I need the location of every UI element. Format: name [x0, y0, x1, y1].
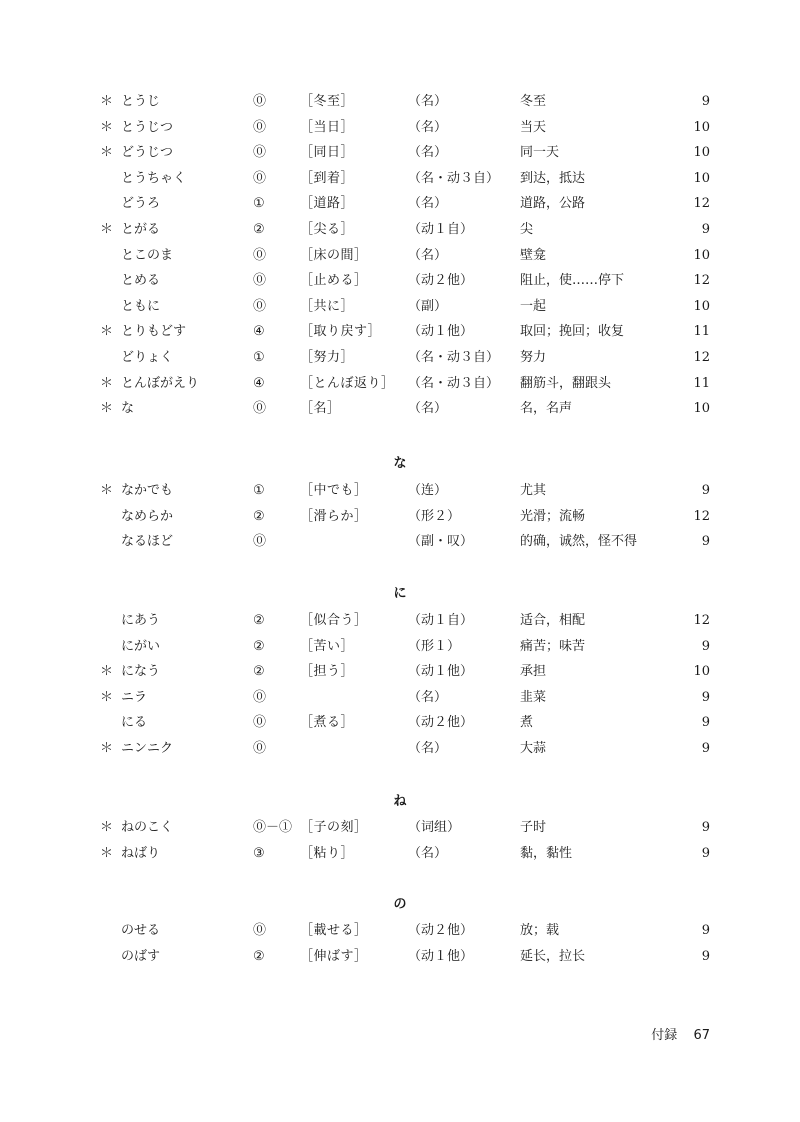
vocab-entry: [0, 166, 800, 192]
section-heading-ne: ね: [393, 794, 407, 809]
part-of-speech: （副）: [408, 298, 448, 314]
vocab-entry: [0, 140, 800, 166]
lesson-number: 11: [693, 375, 710, 391]
kanji-form: ［名］: [300, 401, 341, 417]
lesson-number: 9: [701, 820, 710, 835]
review-marker: ＊: [100, 119, 114, 135]
part-of-speech: （动２他）: [408, 923, 474, 938]
section-heading-no: の: [393, 897, 407, 912]
part-of-speech: （词组）: [408, 820, 461, 835]
kanji-form: ［粘り］: [300, 845, 355, 861]
part-of-speech: （名）: [408, 401, 448, 417]
pitch-accent: ④: [253, 375, 265, 391]
vocab-entry: [0, 217, 800, 243]
chinese-meaning: 同一天: [520, 145, 560, 161]
part-of-speech: （动２他）: [408, 715, 474, 731]
reading-kana: のばす: [121, 948, 161, 964]
vocab-entry: [0, 918, 800, 944]
chinese-meaning: 煮: [520, 715, 534, 731]
chinese-meaning: 一起: [520, 298, 547, 314]
lesson-number: 10: [693, 664, 710, 680]
chinese-meaning: 名，名声: [520, 401, 573, 417]
vocab-entry: [0, 815, 800, 841]
vocab-entry: [0, 634, 800, 660]
chinese-meaning: 壁龛: [520, 247, 547, 263]
lesson-number: 10: [693, 119, 710, 135]
reading-kana: なるほど: [121, 534, 174, 550]
reading-kana: とこのま: [121, 247, 174, 263]
kanji-form: ［担う］: [300, 664, 355, 680]
reading-kana: なめらか: [121, 508, 174, 524]
lesson-number: 9: [701, 689, 710, 705]
lesson-number: 10: [693, 170, 710, 186]
vocab-entry: [0, 710, 800, 736]
vocab-section-ni: [0, 608, 800, 762]
chinese-meaning: 韭菜: [520, 689, 547, 705]
kanji-form: ［努力］: [300, 349, 355, 365]
kanji-form: ［道路］: [300, 196, 355, 212]
reading-kana: とうちゃく: [121, 170, 187, 186]
lesson-number: 12: [693, 196, 710, 212]
pitch-accent: ①: [253, 349, 265, 365]
pitch-accent: ⓪: [253, 401, 267, 417]
review-marker: ＊: [100, 664, 114, 680]
pitch-accent: ②: [253, 664, 265, 680]
vocab-entry: [0, 268, 800, 294]
vocab-entry: [0, 371, 800, 397]
part-of-speech: （形１）: [408, 638, 461, 654]
part-of-speech: （名）: [408, 845, 448, 861]
chinese-meaning: 痛苦；味苦: [520, 638, 586, 654]
reading-kana: ねばり: [121, 845, 161, 861]
pitch-accent: ⓪－①: [253, 820, 293, 835]
chinese-meaning: 子时: [520, 820, 547, 835]
lesson-number: 10: [693, 247, 710, 263]
pitch-accent: ⓪: [253, 715, 267, 731]
pitch-accent: ⓪: [253, 298, 267, 314]
review-marker: ＊: [100, 145, 114, 161]
vocab-entry: [0, 478, 800, 504]
lesson-number: 12: [693, 349, 710, 365]
page-footer: [651, 1024, 710, 1048]
lesson-number: 9: [701, 740, 710, 756]
chinese-meaning: 到达，抵达: [520, 170, 586, 186]
pitch-accent: ⓪: [253, 247, 267, 263]
vocab-entry: [0, 736, 800, 762]
lesson-number: 12: [693, 273, 710, 289]
reading-kana: とがる: [121, 221, 161, 237]
pitch-accent: ④: [253, 324, 265, 340]
pitch-accent: ③: [253, 845, 265, 861]
chinese-meaning: 承担: [520, 664, 547, 680]
pitch-accent: ②: [253, 638, 265, 654]
kanji-form: ［中でも］: [300, 483, 368, 498]
part-of-speech: （名・动３自）: [408, 375, 500, 391]
lesson-number: 9: [701, 845, 710, 861]
pitch-accent: ⓪: [253, 534, 267, 550]
section-heading-ni: に: [393, 586, 407, 601]
kanji-form: ［苦い］: [300, 638, 355, 654]
vocab-entry: [0, 608, 800, 634]
reading-kana: な: [121, 401, 135, 417]
lesson-number: 11: [693, 324, 710, 340]
part-of-speech: （名）: [408, 247, 448, 263]
pitch-accent: ⓪: [253, 273, 267, 289]
vocab-entry: [0, 319, 800, 345]
review-marker: ＊: [100, 689, 114, 705]
vocab-section-no: [0, 918, 800, 969]
reading-kana: どうじつ: [121, 145, 174, 161]
chinese-meaning: 光滑；流畅: [520, 508, 586, 524]
pitch-accent: ①: [253, 483, 265, 498]
reading-kana: とうじつ: [121, 119, 174, 135]
part-of-speech: （副・叹）: [408, 534, 474, 550]
lesson-number: 9: [701, 94, 710, 109]
chinese-meaning: 的确，诚然，怪不得: [520, 534, 638, 550]
section-heading-na: な: [393, 456, 407, 471]
vocab-entry: [0, 504, 800, 530]
reading-kana: どりょく: [121, 349, 174, 365]
chinese-meaning: 延长，拉长: [520, 948, 586, 964]
reading-kana: とりもどす: [121, 324, 187, 340]
reading-kana: なかでも: [121, 483, 174, 498]
chinese-meaning: 大蒜: [520, 740, 547, 756]
vocab-entry: [0, 685, 800, 711]
vocab-entry: [0, 191, 800, 217]
pitch-accent: ①: [253, 196, 265, 212]
pitch-accent: ②: [253, 613, 265, 628]
part-of-speech: （动１他）: [408, 948, 474, 964]
part-of-speech: （名）: [408, 689, 448, 705]
vocab-entry: [0, 841, 800, 867]
pitch-accent: ⓪: [253, 94, 267, 109]
part-of-speech: （名）: [408, 119, 448, 135]
vocab-entry: [0, 115, 800, 141]
kanji-form: ［同日］: [300, 145, 355, 161]
review-marker: ＊: [100, 740, 114, 756]
page-number: 67: [693, 1028, 710, 1043]
review-marker: ＊: [100, 324, 114, 340]
kanji-form: ［似合う］: [300, 613, 368, 628]
vocab-entry: [0, 944, 800, 970]
part-of-speech: （名）: [408, 94, 448, 109]
kanji-form: ［共に］: [300, 298, 355, 314]
kanji-form: ［当日］: [300, 119, 355, 135]
part-of-speech: （动１自）: [408, 613, 474, 628]
part-of-speech: （动１他）: [408, 324, 474, 340]
review-marker: ＊: [100, 94, 114, 109]
reading-kana: どうろ: [121, 196, 161, 212]
vocab-entry: [0, 294, 800, 320]
vocab-entry: [0, 659, 800, 685]
reading-kana: になう: [121, 664, 161, 680]
chinese-meaning: 黏，黏性: [520, 845, 573, 861]
vocab-entry: [0, 396, 800, 422]
part-of-speech: （形２）: [408, 508, 461, 524]
pitch-accent: ⓪: [253, 170, 267, 186]
reading-kana: とめる: [121, 273, 161, 289]
kanji-form: ［とんぼ返り］: [300, 375, 395, 391]
pitch-accent: ②: [253, 508, 265, 524]
reading-kana: にがい: [121, 638, 161, 654]
part-of-speech: （动１他）: [408, 664, 474, 680]
pitch-accent: ⓪: [253, 145, 267, 161]
lesson-number: 10: [693, 401, 710, 417]
lesson-number: 9: [701, 534, 710, 550]
chinese-meaning: 取回；挽回；收复: [520, 324, 625, 340]
chinese-meaning: 适合，相配: [520, 613, 586, 628]
part-of-speech: （连）: [408, 483, 448, 498]
chinese-meaning: 努力: [520, 349, 547, 365]
lesson-number: 9: [701, 483, 710, 498]
kanji-form: ［冬至］: [300, 94, 355, 109]
kanji-form: ［煮る］: [300, 715, 355, 731]
chinese-meaning: 道路，公路: [520, 196, 586, 212]
kanji-form: ［到着］: [300, 170, 355, 186]
vocab-section-to: [0, 89, 800, 422]
part-of-speech: （名）: [408, 740, 448, 756]
part-of-speech: （名）: [408, 196, 448, 212]
vocab-entry: [0, 243, 800, 269]
review-marker: ＊: [100, 375, 114, 391]
pitch-accent: ⓪: [253, 689, 267, 705]
vocab-entry: [0, 345, 800, 371]
kanji-form: ［滑らか］: [300, 508, 368, 524]
pitch-accent: ⓪: [253, 923, 267, 938]
kanji-form: ［取り戻す］: [300, 324, 382, 340]
chinese-meaning: 翻筋斗，翻跟头: [520, 375, 612, 391]
lesson-number: 12: [693, 613, 710, 628]
lesson-number: 9: [701, 715, 710, 731]
vocab-entry: [0, 529, 800, 555]
vocab-section-na: [0, 478, 800, 555]
reading-kana: ねのこく: [121, 820, 174, 835]
reading-kana: ニンニク: [121, 740, 174, 756]
part-of-speech: （名・动３自）: [408, 170, 500, 186]
vocab-entry: [0, 89, 800, 115]
reading-kana: ニラ: [121, 689, 148, 705]
reading-kana: ともに: [121, 298, 161, 314]
lesson-number: 9: [701, 923, 710, 938]
review-marker: ＊: [100, 483, 114, 498]
pitch-accent: ②: [253, 948, 265, 964]
kanji-form: ［止める］: [300, 273, 368, 289]
lesson-number: 10: [693, 145, 710, 161]
kanji-form: ［伸ばす］: [300, 948, 368, 964]
chinese-meaning: 当天: [520, 119, 547, 135]
pitch-accent: ⓪: [253, 740, 267, 756]
reading-kana: とうじ: [121, 94, 161, 109]
review-marker: ＊: [100, 221, 114, 237]
lesson-number: 10: [693, 298, 710, 314]
pitch-accent: ②: [253, 221, 265, 237]
kanji-form: ［子の刻］: [300, 820, 368, 835]
reading-kana: にる: [121, 715, 148, 731]
review-marker: ＊: [100, 401, 114, 417]
chinese-meaning: 放；载: [520, 923, 560, 938]
pitch-accent: ⓪: [253, 119, 267, 135]
chinese-meaning: 尤其: [520, 483, 547, 498]
chinese-meaning: 冬至: [520, 94, 547, 109]
reading-kana: とんぼがえり: [121, 375, 200, 391]
part-of-speech: （动２他）: [408, 273, 474, 289]
reading-kana: のせる: [121, 923, 161, 938]
part-of-speech: （动１自）: [408, 221, 474, 237]
chinese-meaning: 尖: [520, 221, 534, 237]
lesson-number: 9: [701, 221, 710, 237]
review-marker: ＊: [100, 845, 114, 861]
footer-label: 付録: [651, 1028, 678, 1043]
lesson-number: 9: [701, 948, 710, 964]
lesson-number: 9: [701, 638, 710, 654]
kanji-form: ［尖る］: [300, 221, 355, 237]
kanji-form: ［床の間］: [300, 247, 368, 263]
reading-kana: にあう: [121, 613, 161, 628]
vocab-section-ne: [0, 815, 800, 866]
review-marker: ＊: [100, 820, 114, 835]
kanji-form: ［載せる］: [300, 923, 368, 938]
part-of-speech: （名・动３自）: [408, 349, 500, 365]
lesson-number: 12: [693, 508, 710, 524]
chinese-meaning: 阻止，使……停下: [520, 273, 625, 289]
part-of-speech: （名）: [408, 145, 448, 161]
